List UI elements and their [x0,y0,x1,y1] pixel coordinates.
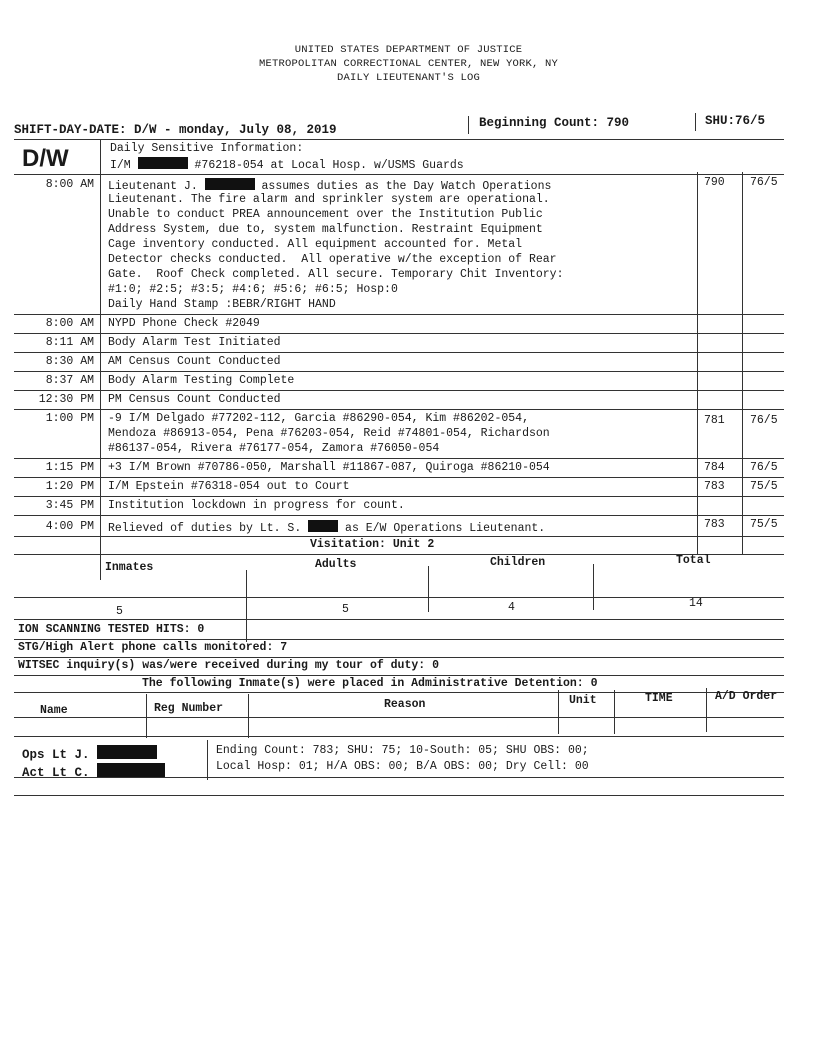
ad-header-reason: Reason [384,698,426,711]
redaction-block [97,745,157,759]
entry-time: 8:30 AM [45,355,94,368]
ops-lt: Ops Lt J. [22,745,157,762]
rule [14,515,784,516]
admin-detention-title: The following Inmate(s) were placed in Administrative Detention: 0 [142,677,598,690]
entry-line: Daily Hand Stamp :BEBR/RIGHT HAND [108,298,336,311]
sensitive-info-title: Daily Sensitive Information: [110,142,304,155]
rule [14,477,784,478]
rule [14,458,784,459]
entry-time: 1:20 PM [45,480,94,493]
visitation-header-total: Total [676,554,711,567]
entry-time: 4:00 PM [45,520,94,533]
shu-cell: 76/5 [750,461,778,474]
shu-beginning: SHU:76/5 [705,114,766,128]
rule [14,409,784,410]
redaction-block [97,763,165,777]
rule [14,675,784,676]
rule [14,496,784,497]
sensitive-info-line [110,157,464,172]
visitation-inmates-value: 5 [116,605,123,618]
entry-line: #86137-054, Rivera #76177-054, Zamora #76050-054 [108,442,440,455]
rule [14,139,784,140]
log-title: DAILY LIEUTENANT'S LOG [336,72,481,84]
redaction-block [205,178,255,190]
rule [14,777,784,778]
entry-text: NYPD Phone Check #2049 [108,317,260,330]
entry-time: 8:00 AM [45,178,94,191]
entry-time: 1:00 PM [45,412,94,425]
ad-header-unit: Unit [569,694,597,707]
rule [14,795,784,796]
facility-title: METROPOLITAN CORRECTIONAL CENTER, NEW YORK, NY [258,58,559,70]
entry-time: 8:37 AM [45,374,94,387]
beginning-count: Beginning Count: 790 [479,116,630,130]
witsec-inquiry: WITSEC inquiry(s) was/were received during my tour of duty: 0 [18,659,439,672]
ad-header-name: Name [40,704,68,717]
ad-header-time: TIME [645,692,673,705]
visitation-header-inmates: Inmates [105,561,154,574]
entry-line: Detector checks conducted. All operative w/the exception of Rear [108,253,557,266]
entry-time: 3:45 PM [45,499,94,512]
entry-text: Institution lockdown in progress for count. [108,499,405,512]
entry-text: PM Census Count Conducted [108,393,281,406]
entry-line: #1:0; #2:5; #3:5; #4:6; #5:6; #6:5; Hosp:0 [108,283,398,296]
entry-line: Relieved of duties by Lt. S. as E/W Operations Lieutenant. [108,522,546,535]
act-lt: Act Lt C. [22,763,165,780]
rule [14,174,784,175]
rule [14,352,784,353]
rule [246,570,247,642]
count-cell: 783 [704,518,725,531]
redaction-block [138,157,188,169]
entry-time: 8:00 AM [45,317,94,330]
rule [14,597,784,598]
ending-count-line-1: Ending Count: 783; SHU: 75; 10-South: 05; SHU OBS: 00; [216,744,589,757]
rule [248,694,249,738]
rule [14,333,784,334]
rule [14,639,784,640]
visitation-title: Visitation: Unit 2 [310,538,435,551]
entry-line: Unable to conduct PREA announcement over the Institution Public [108,208,543,221]
rule [428,566,429,612]
rule [706,688,707,732]
visitation-total-value: 14 [689,597,703,610]
ion-scanning: ION SCANNING TESTED HITS: 0 [18,623,205,636]
shu-cell: 75/5 [750,518,778,531]
entry-time: 8:11 AM [45,336,94,349]
rule [14,619,784,620]
ad-header-order: A/D Order [715,690,778,703]
entry-line: Cage inventory conducted. All equipment accounted for. Metal [108,238,523,251]
entry-text: +3 I/M Brown #70786-050, Marshall #11867-087, Quiroga #86210-054 [108,461,550,474]
rule [695,113,696,131]
sensitive-info-prefix: I/M [110,159,131,172]
rule [14,554,784,555]
entry-text: I/M Epstein #76318-054 out to Court [108,480,350,493]
ending-count-line-2: Local Hosp: 01; H/A OBS: 00; B/A OBS: 00; Dry Cell: 00 [216,760,589,773]
rule [558,690,559,734]
count-cell: 784 [704,461,725,474]
entry-time: 1:15 PM [45,461,94,474]
entry-line: -9 I/M Delgado #77202-112, Garcia #86290-054, Kim #86202-054, [108,412,529,425]
rule [614,690,615,734]
visitation-adults-value: 5 [342,603,349,616]
rule [14,371,784,372]
entry-line: Gate. Roof Check completed. All secure. Temporary Chit Inventory: [108,268,564,281]
count-cell: 781 [704,414,725,427]
rule [14,717,784,718]
shu-cell: 76/5 [750,176,778,189]
shu-cell: 76/5 [750,414,778,427]
entry-text: AM Census Count Conducted [108,355,281,368]
entry-text: Body Alarm Testing Complete [108,374,295,387]
count-cell: 783 [704,480,725,493]
count-cell: 790 [704,176,725,189]
shift-code: D/W [22,145,69,172]
shift-date: SHIFT-DAY-DATE: D/W - monday, July 08, 2019 [14,123,337,137]
rule [14,536,784,537]
visitation-children-value: 4 [508,601,515,614]
rule [14,736,784,737]
rule [14,657,784,658]
sensitive-info-text: #76218-054 at Local Hosp. w/USMS Guards [194,159,464,172]
rule [468,116,469,134]
entry-time: 12:30 PM [38,393,94,406]
time-column-divider [100,140,101,580]
rule [593,564,594,610]
visitation-header-adults: Adults [315,558,357,571]
visitation-header-children: Children [490,556,546,569]
rule [14,314,784,315]
agency-title: UNITED STATES DEPARTMENT OF JUSTICE [294,44,523,56]
rule [207,740,208,780]
entry-line: Mendoza #86913-054, Pena #76203-054, Reid #74801-054, Richardson [108,427,550,440]
stg-alert: STG/High Alert phone calls monitored: 7 [18,641,288,654]
rule [146,694,147,738]
entry-line: Lieutenant J. assumes duties as the Day Watch Operations [108,180,552,193]
redaction-block [308,520,338,532]
entry-line: Address System, due to, system malfunction. Restraint Equipment [108,223,543,236]
entry-line: Lieutenant. The fire alarm and sprinkler system are operational. [108,193,550,206]
rule [14,390,784,391]
entry-text: Body Alarm Test Initiated [108,336,281,349]
shu-cell: 75/5 [750,480,778,493]
ad-header-reg: Reg Number [154,702,224,715]
